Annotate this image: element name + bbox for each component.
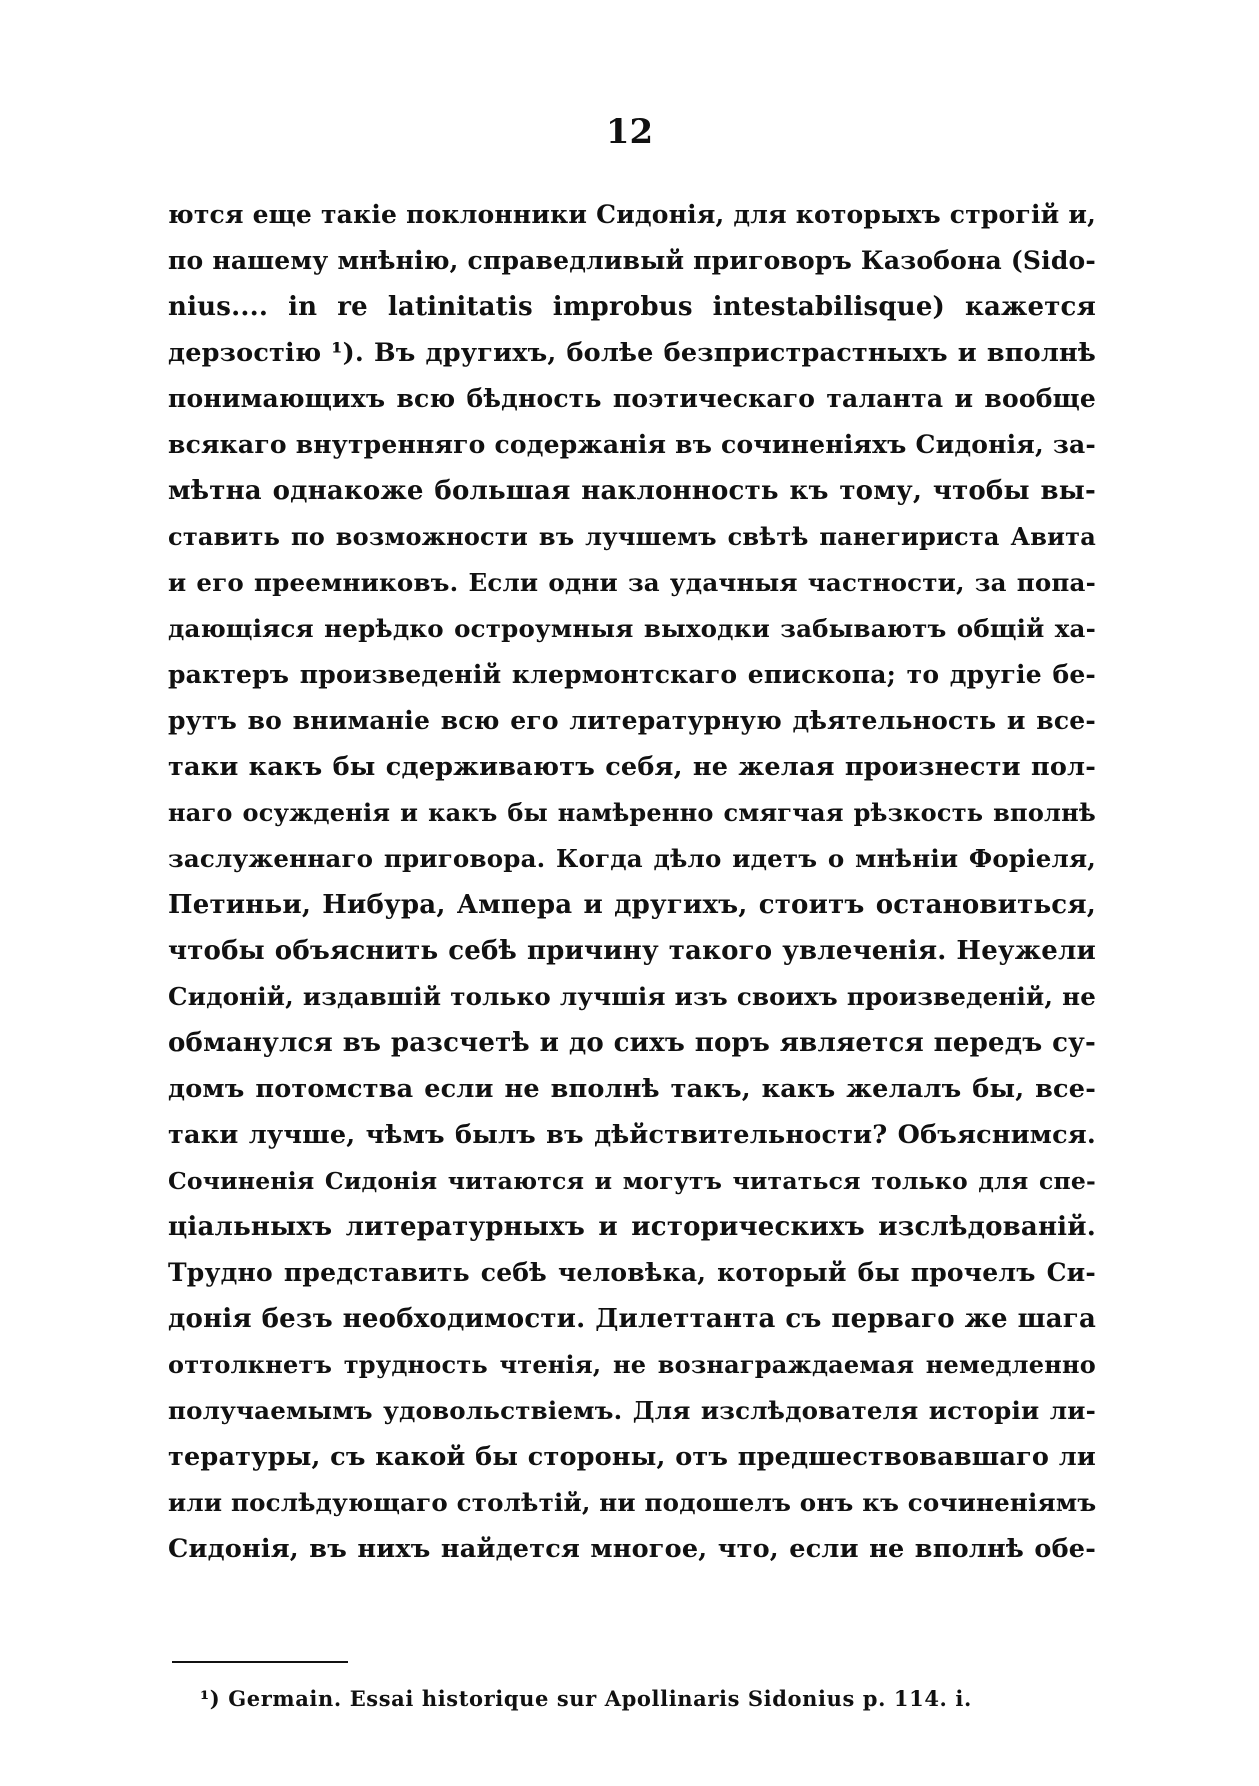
body-text [168, 192, 1096, 1572]
text-line: таки какъ бы сдерживаютъ себя, не желая произнести пол- [168, 752, 1096, 782]
text-line: домъ потомства если не вполнѣ такъ, какъ желалъ бы, все- [168, 1074, 1096, 1104]
text-line: ставить по возможности въ лучшемъ свѣтѣ панегириста Авита [168, 522, 1096, 551]
footnote: ¹) Germain. Essai historique sur Apollinaris Sidonius p. 114. i. [200, 1686, 972, 1711]
text-line: дерзостію ¹). Въ другихъ, болѣе безпристрастныхъ и вполнѣ [168, 338, 1096, 368]
text-line: рактеръ произведеній клермонтскаго епископа; то другіе бе- [168, 660, 1096, 689]
text-line: чтобы объяснить себѣ причину такого увлеченія. Неужели [168, 936, 1096, 966]
page-number: 12 [605, 112, 654, 152]
text-line: мѣтна однакоже большая наклонность къ тому, чтобы вы- [168, 476, 1096, 506]
text-line: nius.... in re latinitatis improbus intestabilisque) кажется [168, 292, 1096, 322]
text-line: или послѣдующаго столѣтій, ни подошелъ онъ къ сочиненіямъ [168, 1488, 1097, 1517]
text-line: всякаго внутренняго содержанія въ сочиненіяхъ Сидонія, за- [168, 430, 1096, 459]
text-line: Сочиненія Сидонія читаются и могутъ читаться только для спе- [168, 1167, 1096, 1195]
text-line: по нашему мнѣнію, справедливый приговоръ Казобона (Sido- [168, 246, 1096, 275]
text-line: Петиньи, Нибура, Ампера и другихъ, стоитъ остановиться, [168, 890, 1096, 920]
text-line: Сидоній, издавшій только лучшія изъ своихъ произведеній, не [168, 982, 1096, 1011]
text-line: таки лучше, чѣмъ былъ въ дѣйствительности? Объяснимся. [168, 1120, 1096, 1150]
text-line: наго осужденія и какъ бы намѣренно смягчая рѣзкость вполнѣ [168, 798, 1096, 827]
text-line: Сидонія, въ нихъ найдется многое, что, если не вполнѣ обе- [168, 1534, 1096, 1564]
text-line: ются еще такіе поклонники Сидонія, для которыхъ строгій и, [168, 200, 1096, 229]
text-line: понимающихъ всю бѣдность поэтическаго таланта и вообще [168, 384, 1096, 413]
text-line: рутъ во вниманіе всю его литературную дѣятельность и все- [168, 706, 1096, 735]
text-line: обманулся въ разсчетѣ и до сихъ поръ является передъ су- [168, 1028, 1096, 1058]
text-line: дающіяся нерѣдко остроумныя выходки забываютъ общій ха- [168, 614, 1096, 643]
text-line: ціальныхъ литературныхъ и историческихъ изслѣдованій. [168, 1212, 1096, 1242]
text-line: тературы, съ какой бы стороны, отъ предшествовавшаго ли [168, 1442, 1096, 1472]
text-line: оттолкнетъ трудность чтенія, не вознаграждаемая немедленно [168, 1350, 1096, 1379]
footnote-divider [172, 1661, 348, 1663]
text-line: и его преемниковъ. Если одни за удачныя частности, за попа- [168, 568, 1096, 597]
text-line: донія безъ необходимости. Дилеттанта съ перваго же шага [168, 1304, 1096, 1334]
text-line: заслуженнаго приговора. Когда дѣло идетъ о мнѣніи Форіеля, [168, 844, 1096, 873]
text-line: получаемымъ удовольствіемъ. Для изслѣдователя исторіи ли- [168, 1396, 1096, 1425]
text-line: Трудно представить себѣ человѣка, который бы прочелъ Си- [168, 1258, 1096, 1287]
